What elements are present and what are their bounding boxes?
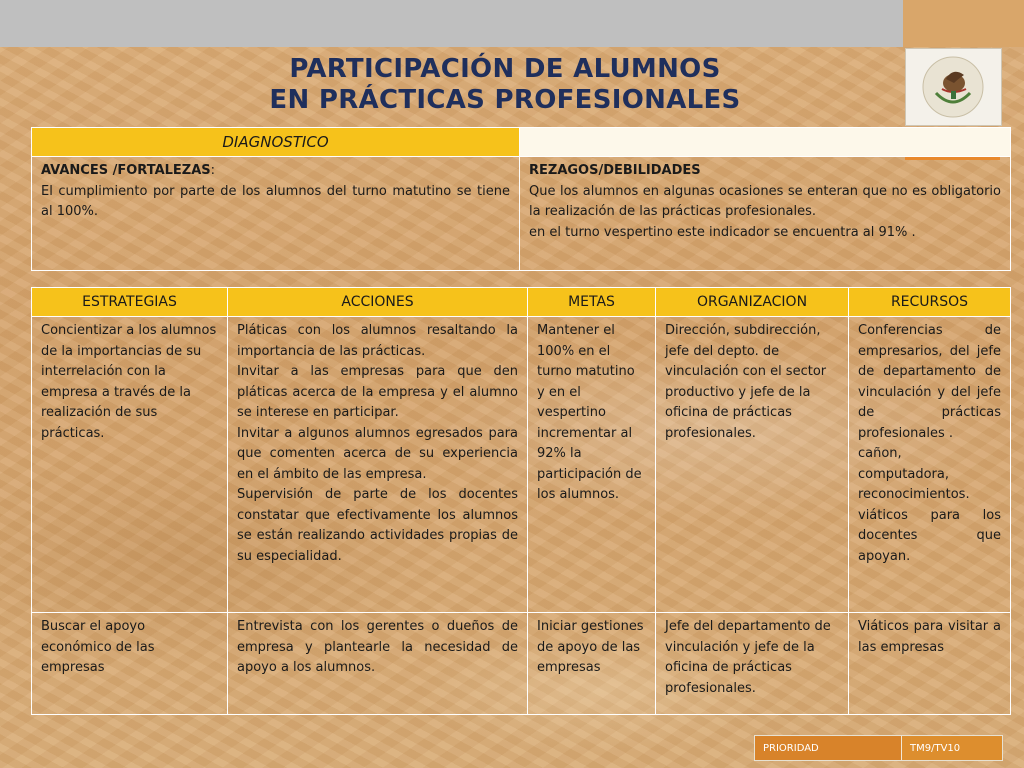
plan-table <box>31 287 1011 715</box>
accion-item: Entrevista con los gerentes o dueños de empresa y plantearle la necesidad de apoyo a los alumnos. <box>237 619 518 675</box>
header-estrategias: ESTRATEGIAS <box>32 288 228 317</box>
header-recursos: RECURSOS <box>849 288 1011 317</box>
rezagos-text-1: Que los alumnos en algunas ocasiones se enteran que no es obligatorio la realización de las prácticas profesionales. <box>529 183 1001 219</box>
recurso-item: Conferencias de empresarios, del jefe de departamento de vinculación y del jefe de prácticas profesionales . <box>858 323 1001 441</box>
slide-title <box>120 54 890 116</box>
header-organizacion: ORGANIZACION <box>656 288 849 317</box>
rezagos-cell <box>520 157 1011 271</box>
slide-title-line-2: EN PRÁCTICAS PROFESIONALES <box>269 85 741 115</box>
estrategia-cell: Concientizar a los alumnos de la importancias de su interrelación con la empresa a través de la realización de sus prácticas. <box>32 317 228 613</box>
recursos-cell <box>849 317 1011 613</box>
top-corner-band <box>903 0 1024 47</box>
accion-item: Invitar a las empresas para que den pláticas acerca de la empresa y el alumno se interese en participar. <box>237 364 518 420</box>
accion-item: Pláticas con los alumnos resaltando la importancia de las prácticas. <box>237 323 518 359</box>
header-metas: METAS <box>528 288 656 317</box>
recurso-item: Viáticos para visitar a las empresas <box>858 619 1001 655</box>
header-acciones: ACCIONES <box>228 288 528 317</box>
avances-colon: : <box>210 163 216 178</box>
diagnostico-table <box>31 127 1011 271</box>
table-row <box>32 317 1011 613</box>
footer-code: TM9/TV10 <box>902 736 1002 760</box>
diagnostico-header: DIAGNOSTICO <box>32 128 520 157</box>
footer-bar <box>754 735 1003 761</box>
recursos-cell <box>849 613 1011 715</box>
accion-item: Invitar a algunos alumnos egresados para que comenten acerca de su experiencia en el ámbito de las empresa. <box>237 425 518 482</box>
avances-cell <box>32 157 520 271</box>
rezagos-text-2: en el turno vespertino este indicador se encuentra al 91% . <box>529 224 916 240</box>
recurso-item: reconocimientos. <box>858 487 970 502</box>
recurso-item: viáticos para los docentes que apoyan. <box>858 507 1001 564</box>
top-gray-band <box>0 0 903 47</box>
footer-prioridad: PRIORIDAD <box>755 736 902 760</box>
estrategia-cell: Buscar el apoyo económico de las empresas <box>32 613 228 715</box>
recurso-item: computadora, <box>858 466 949 482</box>
organizacion-cell: Dirección, subdirección, jefe del depto. de vinculación con el sector productivo y jefe de la oficina de prácticas profesionales. <box>656 317 849 613</box>
coat-of-arms-logo <box>905 48 1002 126</box>
table-row <box>32 613 1011 715</box>
rezagos-label: REZAGOS/DEBILIDADES <box>529 163 701 178</box>
meta-cell: Mantener el 100% en el turno matutino y en el vespertino incrementar al 92% la participación de los alumnos. <box>528 317 656 613</box>
acciones-cell <box>228 613 528 715</box>
recurso-item: cañon, <box>858 446 902 461</box>
avances-text: El cumplimiento por parte de los alumnos del turno matutino se tiene al 100%. <box>41 183 510 219</box>
acciones-cell <box>228 317 528 613</box>
meta-cell: Iniciar gestiones de apoyo de las empresas <box>528 613 656 715</box>
slide-title-line-1: PARTICIPACIÓN DE ALUMNOS <box>289 54 721 84</box>
organizacion-cell: Jefe del departamento de vinculación y jefe de la oficina de prácticas profesionales. <box>656 613 849 715</box>
accion-item: Supervisión de parte de los docentes constatar que efectivamente los alumnos se están realizando actividades propias de su especialidad. <box>237 487 518 564</box>
mexican-coat-of-arms-icon <box>906 49 1001 125</box>
diagnostico-header-blank <box>520 128 1011 157</box>
avances-label: AVANCES /FORTALEZAS <box>41 163 211 178</box>
